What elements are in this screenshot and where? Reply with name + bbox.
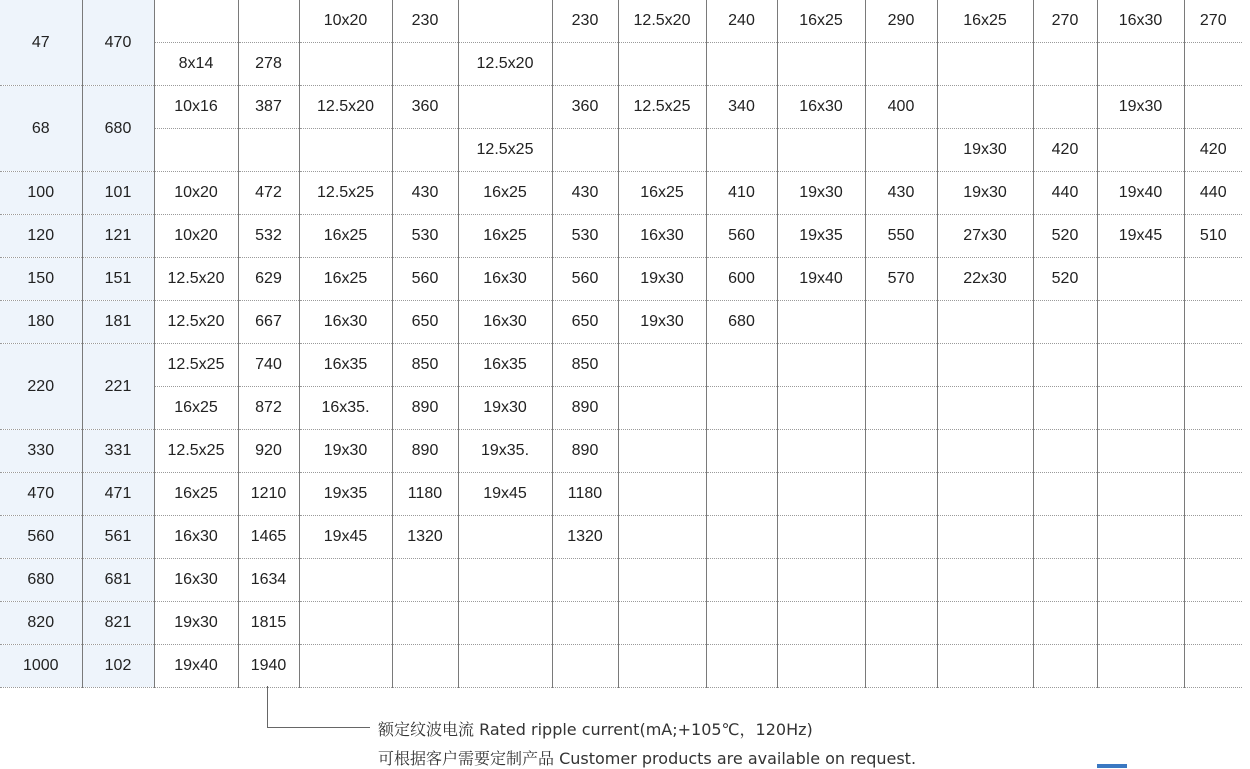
case-size-cell: 16x30	[777, 86, 865, 129]
ripple-current-cell: 890	[552, 430, 618, 473]
case-size-cell: 19x30	[777, 172, 865, 215]
ripple-current-cell	[865, 387, 937, 430]
ripple-current-cell: 430	[552, 172, 618, 215]
corner-accent-mark	[1097, 764, 1127, 768]
case-size-cell	[777, 602, 865, 645]
ripple-current-cell	[865, 301, 937, 344]
ripple-current-cell	[865, 430, 937, 473]
case-size-cell: 12.5x20	[154, 301, 238, 344]
case-size-cell	[154, 129, 238, 172]
case-size-cell	[458, 645, 552, 688]
ripple-current-cell	[706, 645, 777, 688]
case-size-cell	[458, 86, 552, 129]
case-size-cell	[937, 516, 1033, 559]
custom-products-note: 可根据客户需要定制产品 Customer products are available on request.	[378, 749, 917, 768]
case-size-cell	[618, 129, 706, 172]
ripple-current-cell	[1033, 86, 1097, 129]
case-size-cell	[299, 602, 392, 645]
ripple-current-cell	[706, 473, 777, 516]
case-size-cell: 19x30	[154, 602, 238, 645]
table-row	[0, 215, 1242, 258]
ripple-current-cell	[552, 559, 618, 602]
ripple-current-cell: 667	[238, 301, 299, 344]
table-row	[0, 430, 1242, 473]
case-size-cell	[937, 559, 1033, 602]
case-size-cell	[937, 301, 1033, 344]
case-size-cell	[777, 645, 865, 688]
ripple-current-cell: 290	[865, 0, 937, 43]
case-size-cell: 16x35.	[299, 387, 392, 430]
case-size-cell	[1097, 43, 1184, 86]
case-size-cell	[777, 387, 865, 430]
case-size-cell	[937, 387, 1033, 430]
ripple-current-cell	[865, 559, 937, 602]
capacitance-cell: 68	[0, 86, 82, 172]
case-size-cell: 19x30	[618, 258, 706, 301]
ripple-current-cell	[552, 43, 618, 86]
case-size-cell	[1097, 645, 1184, 688]
case-size-cell: 19x30	[1097, 86, 1184, 129]
table-row	[0, 129, 1242, 172]
ripple-current-cell	[706, 387, 777, 430]
ripple-current-cell	[1184, 301, 1242, 344]
ripple-current-cell	[238, 0, 299, 43]
ripple-current-cell: 550	[865, 215, 937, 258]
capacitance-code-cell: 471	[82, 473, 154, 516]
case-size-cell: 16x25	[777, 0, 865, 43]
ripple-current-cell: 360	[552, 86, 618, 129]
ripple-current-cell	[392, 645, 458, 688]
table-row	[0, 172, 1242, 215]
ripple-current-cell	[1184, 344, 1242, 387]
ripple-current-cell: 1320	[552, 516, 618, 559]
case-size-cell: 10x20	[154, 215, 238, 258]
table-row	[0, 86, 1242, 129]
case-size-cell	[937, 86, 1033, 129]
ripple-current-cell: 410	[706, 172, 777, 215]
case-size-cell	[154, 0, 238, 43]
ripple-current-cell: 890	[392, 430, 458, 473]
capacitance-cell: 560	[0, 516, 82, 559]
ripple-leader-line-horizontal	[267, 727, 370, 728]
ripple-current-cell	[392, 559, 458, 602]
ripple-current-cell	[392, 129, 458, 172]
case-size-cell	[1097, 258, 1184, 301]
table-row	[0, 473, 1242, 516]
ripple-current-cell: 230	[392, 0, 458, 43]
case-size-cell	[1097, 473, 1184, 516]
case-size-cell: 19x45	[458, 473, 552, 516]
ripple-current-cell: 890	[552, 387, 618, 430]
ripple-current-cell	[1033, 559, 1097, 602]
case-size-cell: 19x30	[937, 129, 1033, 172]
ripple-current-cell: 1180	[552, 473, 618, 516]
case-size-cell: 16x30	[618, 215, 706, 258]
capacitance-cell: 820	[0, 602, 82, 645]
table-row	[0, 645, 1242, 688]
case-size-cell: 12.5x20	[458, 43, 552, 86]
case-size-cell: 19x35.	[458, 430, 552, 473]
capacitance-code-cell: 102	[82, 645, 154, 688]
case-size-cell	[1097, 387, 1184, 430]
ripple-current-cell: 560	[706, 215, 777, 258]
capacitance-code-cell: 561	[82, 516, 154, 559]
ripple-current-cell	[1184, 387, 1242, 430]
ripple-current-cell	[238, 129, 299, 172]
case-size-cell	[299, 43, 392, 86]
ripple-current-cell	[1184, 516, 1242, 559]
ripple-current-cell: 278	[238, 43, 299, 86]
ripple-current-cell: 680	[706, 301, 777, 344]
case-size-cell: 12.5x20	[618, 0, 706, 43]
case-size-cell	[618, 516, 706, 559]
ripple-current-cell: 650	[552, 301, 618, 344]
case-size-cell: 22x30	[937, 258, 1033, 301]
case-size-cell: 12.5x20	[299, 86, 392, 129]
ripple-current-cell	[1033, 473, 1097, 516]
case-size-cell: 12.5x25	[458, 129, 552, 172]
ripple-current-cell: 850	[392, 344, 458, 387]
ripple-current-cell	[552, 129, 618, 172]
ripple-current-cell: 430	[865, 172, 937, 215]
ripple-current-cell	[1184, 473, 1242, 516]
case-size-cell	[618, 344, 706, 387]
capacitance-code-cell: 221	[82, 344, 154, 430]
ripple-current-cell	[706, 516, 777, 559]
ripple-current-cell	[1184, 645, 1242, 688]
ripple-current-cell: 920	[238, 430, 299, 473]
ripple-current-cell: 240	[706, 0, 777, 43]
ripple-current-cell: 850	[552, 344, 618, 387]
table-row	[0, 258, 1242, 301]
case-size-cell: 19x45	[1097, 215, 1184, 258]
table-row	[0, 43, 1242, 86]
ripple-current-cell: 440	[1033, 172, 1097, 215]
case-size-cell	[1097, 301, 1184, 344]
ripple-current-cell	[706, 43, 777, 86]
ripple-current-cell: 1465	[238, 516, 299, 559]
case-size-cell	[299, 645, 392, 688]
case-size-cell: 10x20	[154, 172, 238, 215]
ripple-current-cell: 420	[1033, 129, 1097, 172]
case-size-cell	[937, 430, 1033, 473]
case-size-cell: 16x25	[937, 0, 1033, 43]
case-size-cell	[937, 473, 1033, 516]
ripple-current-cell: 560	[392, 258, 458, 301]
ripple-current-cell	[552, 645, 618, 688]
capacitance-cell: 47	[0, 0, 82, 86]
ripple-current-cell: 520	[1033, 215, 1097, 258]
case-size-cell	[618, 430, 706, 473]
ripple-current-cell	[865, 473, 937, 516]
ripple-current-cell	[706, 559, 777, 602]
ripple-current-cell	[1184, 430, 1242, 473]
case-size-cell	[618, 43, 706, 86]
ripple-current-cell: 570	[865, 258, 937, 301]
ripple-current-cell	[1033, 43, 1097, 86]
case-size-cell: 16x30	[154, 516, 238, 559]
case-size-cell	[937, 645, 1033, 688]
case-size-cell: 19x40	[777, 258, 865, 301]
ripple-current-cell: 530	[392, 215, 458, 258]
case-size-cell	[1097, 559, 1184, 602]
capacitance-code-cell: 151	[82, 258, 154, 301]
case-size-cell: 16x25	[154, 387, 238, 430]
ripple-current-cell	[865, 43, 937, 86]
case-size-cell	[618, 559, 706, 602]
case-size-cell: 16x35	[458, 344, 552, 387]
ripple-current-cell: 520	[1033, 258, 1097, 301]
ripple-current-cell	[1033, 387, 1097, 430]
ripple-current-cell	[865, 344, 937, 387]
ripple-current-cell: 420	[1184, 129, 1242, 172]
ripple-current-cell: 650	[392, 301, 458, 344]
ripple-current-cell: 1634	[238, 559, 299, 602]
case-size-cell: 19x30	[937, 172, 1033, 215]
table-row	[0, 0, 1242, 43]
capacitance-cell: 120	[0, 215, 82, 258]
ripple-current-cell: 440	[1184, 172, 1242, 215]
case-size-cell	[937, 344, 1033, 387]
case-size-cell: 19x40	[1097, 172, 1184, 215]
ripple-current-cell	[392, 602, 458, 645]
case-size-cell	[937, 602, 1033, 645]
table-row	[0, 602, 1242, 645]
case-size-cell: 19x35	[299, 473, 392, 516]
capacitance-cell: 150	[0, 258, 82, 301]
ripple-current-cell	[1033, 516, 1097, 559]
case-size-cell	[458, 559, 552, 602]
capacitance-cell: 220	[0, 344, 82, 430]
ripple-current-cell: 530	[552, 215, 618, 258]
case-size-cell: 16x25	[154, 473, 238, 516]
case-size-cell: 27x30	[937, 215, 1033, 258]
ripple-current-cell	[1184, 602, 1242, 645]
capacitance-cell: 1000	[0, 645, 82, 688]
case-size-cell	[1097, 129, 1184, 172]
capacitance-code-cell: 821	[82, 602, 154, 645]
ripple-current-cell: 532	[238, 215, 299, 258]
ripple-current-cell	[706, 430, 777, 473]
capacitance-cell: 680	[0, 559, 82, 602]
ripple-current-cell: 1180	[392, 473, 458, 516]
ripple-current-cell	[865, 516, 937, 559]
ripple-current-cell	[706, 129, 777, 172]
case-size-cell: 12.5x25	[154, 344, 238, 387]
ripple-current-cell: 270	[1184, 0, 1242, 43]
table-row	[0, 516, 1242, 559]
capacitance-code-cell: 470	[82, 0, 154, 86]
ripple-current-cell: 740	[238, 344, 299, 387]
case-size-cell: 8x14	[154, 43, 238, 86]
ripple-current-cell: 472	[238, 172, 299, 215]
capacitance-cell: 100	[0, 172, 82, 215]
ripple-current-cell: 1815	[238, 602, 299, 645]
ripple-current-note: 额定纹波电流 Rated ripple current(mA;+105℃，120Hz)	[378, 720, 813, 739]
ripple-current-cell	[1184, 86, 1242, 129]
ripple-current-cell	[706, 602, 777, 645]
case-size-cell: 16x35	[299, 344, 392, 387]
case-size-cell: 12.5x25	[154, 430, 238, 473]
table-row	[0, 301, 1242, 344]
capacitance-code-cell: 331	[82, 430, 154, 473]
ripple-current-cell: 1210	[238, 473, 299, 516]
case-size-cell: 16x30	[1097, 0, 1184, 43]
case-size-cell	[777, 516, 865, 559]
ripple-current-cell	[1184, 43, 1242, 86]
case-size-cell: 12.5x20	[154, 258, 238, 301]
capacitance-code-cell: 121	[82, 215, 154, 258]
ripple-current-cell: 560	[552, 258, 618, 301]
capacitance-cell: 330	[0, 430, 82, 473]
ripple-current-cell	[865, 129, 937, 172]
case-size-cell: 19x40	[154, 645, 238, 688]
capacitance-code-cell: 101	[82, 172, 154, 215]
table-row	[0, 387, 1242, 430]
case-size-cell: 16x30	[458, 258, 552, 301]
case-size-cell	[618, 387, 706, 430]
ripple-current-cell: 1940	[238, 645, 299, 688]
case-size-cell: 19x30	[299, 430, 392, 473]
ripple-current-cell: 872	[238, 387, 299, 430]
case-size-cell: 16x30	[154, 559, 238, 602]
case-size-cell	[777, 301, 865, 344]
capacitance-cell: 180	[0, 301, 82, 344]
ripple-current-cell: 360	[392, 86, 458, 129]
case-size-cell	[618, 645, 706, 688]
ripple-current-cell	[1033, 602, 1097, 645]
ripple-current-cell	[865, 602, 937, 645]
case-size-cell	[1097, 430, 1184, 473]
ripple-current-cell	[1033, 430, 1097, 473]
ripple-current-cell	[1033, 301, 1097, 344]
case-size-cell	[458, 0, 552, 43]
capacitance-code-cell: 680	[82, 86, 154, 172]
case-size-cell: 16x25	[618, 172, 706, 215]
case-size-cell	[1097, 516, 1184, 559]
ripple-current-cell: 400	[865, 86, 937, 129]
ripple-current-cell: 430	[392, 172, 458, 215]
ripple-current-cell	[1033, 344, 1097, 387]
case-size-cell: 16x30	[299, 301, 392, 344]
ripple-current-cell: 1320	[392, 516, 458, 559]
case-size-cell	[618, 602, 706, 645]
ripple-current-cell: 629	[238, 258, 299, 301]
capacitance-code-cell: 681	[82, 559, 154, 602]
ripple-current-cell: 510	[1184, 215, 1242, 258]
case-size-cell: 19x35	[777, 215, 865, 258]
case-size-cell	[777, 430, 865, 473]
case-size-cell	[1097, 602, 1184, 645]
capacitance-cell: 470	[0, 473, 82, 516]
ripple-current-cell: 270	[1033, 0, 1097, 43]
case-size-cell	[458, 516, 552, 559]
case-size-cell: 16x25	[458, 172, 552, 215]
case-size-cell	[937, 43, 1033, 86]
ripple-current-cell: 340	[706, 86, 777, 129]
case-size-cell	[777, 43, 865, 86]
case-size-cell	[299, 129, 392, 172]
capacitance-code-cell: 181	[82, 301, 154, 344]
ripple-current-cell	[1184, 559, 1242, 602]
ripple-current-cell	[865, 645, 937, 688]
ripple-leader-line-vertical	[267, 686, 268, 728]
ripple-current-cell	[392, 43, 458, 86]
table-row	[0, 344, 1242, 387]
case-size-cell: 12.5x25	[299, 172, 392, 215]
case-size-cell: 12.5x25	[618, 86, 706, 129]
case-size-cell: 19x30	[618, 301, 706, 344]
case-size-cell: 10x16	[154, 86, 238, 129]
table-row	[0, 559, 1242, 602]
case-size-cell	[777, 559, 865, 602]
case-size-cell	[777, 129, 865, 172]
case-size-cell	[299, 559, 392, 602]
case-size-cell: 16x25	[299, 258, 392, 301]
case-size-cell: 19x45	[299, 516, 392, 559]
case-size-cell	[618, 473, 706, 516]
ripple-current-cell	[552, 602, 618, 645]
ripple-current-cell: 890	[392, 387, 458, 430]
case-size-cell	[777, 344, 865, 387]
case-size-cell: 16x30	[458, 301, 552, 344]
case-size-cell: 10x20	[299, 0, 392, 43]
case-size-cell	[777, 473, 865, 516]
case-size-cell	[458, 602, 552, 645]
ripple-current-cell: 600	[706, 258, 777, 301]
ripple-current-cell: 387	[238, 86, 299, 129]
case-size-cell: 19x30	[458, 387, 552, 430]
case-size-cell: 16x25	[299, 215, 392, 258]
ripple-current-cell	[706, 344, 777, 387]
ripple-current-cell	[1033, 645, 1097, 688]
ripple-current-cell	[1184, 258, 1242, 301]
ripple-current-cell: 230	[552, 0, 618, 43]
case-size-cell	[1097, 344, 1184, 387]
case-size-cell: 16x25	[458, 215, 552, 258]
